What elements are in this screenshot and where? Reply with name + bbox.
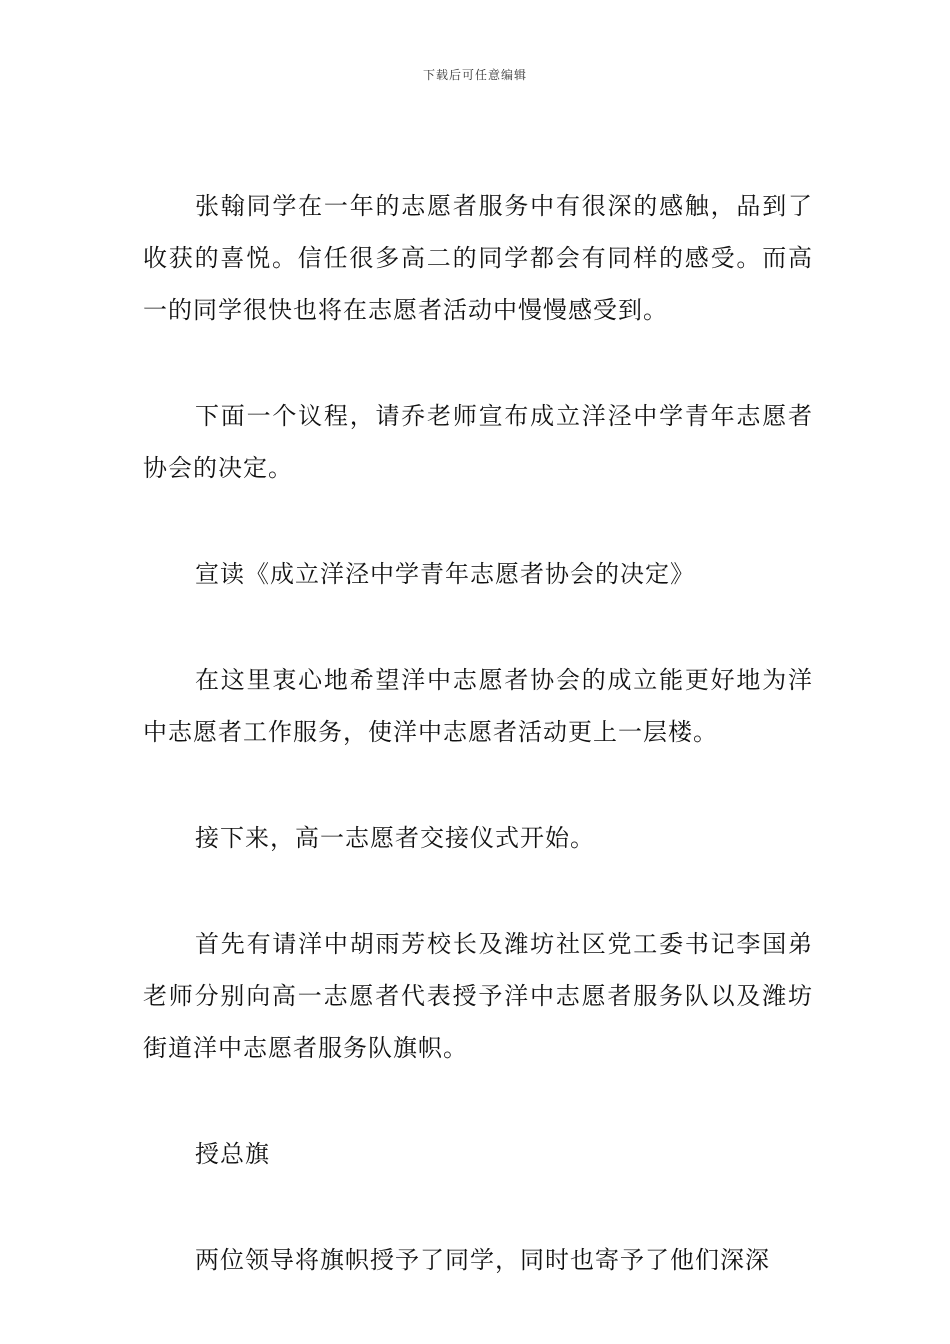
paragraph: 下面一个议程，请乔老师宣布成立洋泾中学青年志愿者协会的决定。 [143,402,813,482]
paragraph: 两位领导将旗帜授予了同学，同时也寄予了他们深深 [195,1246,770,1274]
paragraph: 接下来，高一志愿者交接仪式开始。 [195,824,595,852]
paragraph: 张翰同学在一年的志愿者服务中有很深的感触，品到了收获的喜悦。信任很多高二的同学都会有同样的感受。而高一的同学很快也将在志愿者活动中慢慢感受到。 [143,192,813,324]
paragraph: 宣读《成立洋泾中学青年志愿者协会的决定》 [195,560,695,588]
page-header: 下载后可任意编辑 [422,68,527,82]
document-body [143,180,813,1340]
paragraph: 在这里衷心地希望洋中志愿者协会的成立能更好地为洋中志愿者工作服务，使洋中志愿者活动更上一层楼。 [143,666,813,746]
paragraph: 授总旗 [195,1140,270,1168]
paragraph: 首先有请洋中胡雨芳校长及潍坊社区党工委书记李国弟老师分别向高一志愿者代表授予洋中志愿者服务队以及潍坊街道洋中志愿者服务队旗帜。 [143,930,813,1062]
